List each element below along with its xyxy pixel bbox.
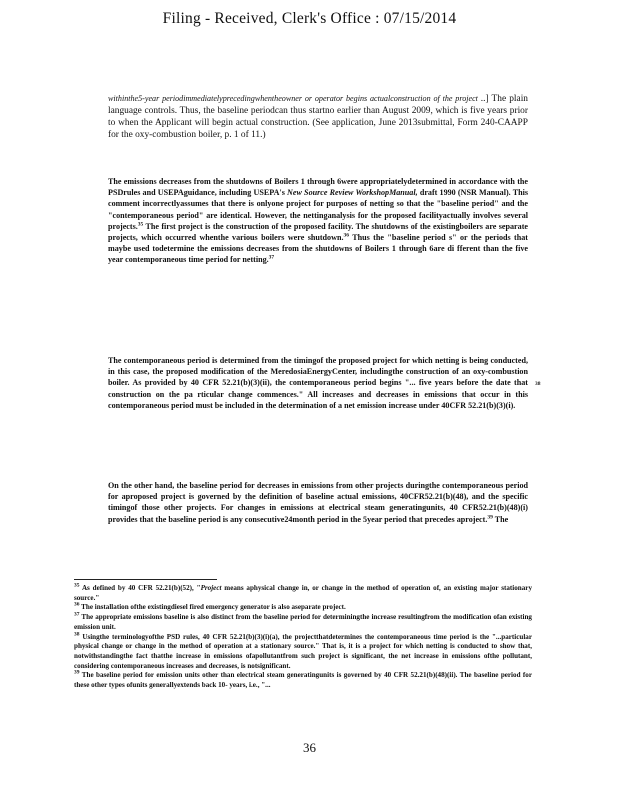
footnote-36: $^{36}$ The installation ofthe existingdiesel fired emergency generator is also aseparate project. — [74, 602, 346, 612]
nsr-manual-title: New Source Review WorkshopManual, — [287, 188, 418, 198]
p3-text-a: The contemporaneous period is determined from the timingof the proposed project for which netting is being conducted, in this case, the proposed modification of the MeredosiaEnergyCenter, includingthe construction of an oxy-combustion boiler. — [108, 356, 528, 388]
plain-language-text: ..] The plain language controls. Thus, the baseline periodcan thus startno earlier than August 2009, which is five years prior to when the Applicant will begin actual construction. (See application, June 2013submittal, Form 240-CAAPP for the oxy-combustion boiler, p. 1 of 11.) — [108, 94, 528, 140]
paragraph-emissions-decreases — [108, 176, 528, 266]
p4-text-b: The — [494, 514, 509, 524]
p2-text-d: Thus the "baseline period s" or the periods that maybe used todetermine the emissions decreases from the shutdowns of Boilers 1 through 6are di fferent than the five year contemporaneous time period for netting. — [108, 233, 528, 265]
footnote-35: $^{35}$ As defined by 40 CFR 52.21(b)(52), "Project means aphysical change in, or change in the method of operation of, an existing major stationary source." — [74, 582, 532, 602]
p2-text-b: draft 1990 (NSR Manual). This comment incorrectlyassumes that there is onlyone project for purposes of netting so that the "baseline period" and the "contemporaneous period" are identical. However, the nettinganalysis for the proposed facilityactually involves several projects. — [108, 188, 529, 231]
italic-rule-text: withinthe5-year periodimmediatelyprecedingwhentheowner or operator begins actualconstruction of the project — [108, 94, 478, 103]
paragraph-baseline-other-projects — [108, 480, 528, 525]
p2-text-c: The first project is the construction of the proposed facility. The shutdowns of the existingboilers are separate projects, which occurred whenthe various boilers were shutdown. — [108, 221, 528, 243]
p2-text-a: The emissions decreases from the shutdowns of Boilers 1 through 6were appropriatelydetermined in accordance with the PSDrules and USEPAguidance, including USEPA's — [108, 177, 528, 198]
p4-text-a: On the other hand, the baseline period for decreases in emissions from other projects duringthe contemporaneous period for aproposed project is governed by the definition of baseline actual emissions, 40CFR52.21(b)(48), and the specific timingof those other projects. For changes in emissions at electrical steam generatingunits, 40 CFR52.21(b)(48)(i) provides that the baseline period is any consecutive24month period in the 5year period that precedes aproject. — [108, 481, 528, 524]
paragraph-baseline-start — [108, 93, 528, 141]
footnote-divider — [74, 579, 217, 580]
footnote-ref-35[interactable]: 35 — [137, 221, 144, 228]
footnote-ref-36[interactable]: 36 — [343, 232, 349, 239]
footnote-38: $^{38}$ Usingthe terminologyofthe PSD rules, 40 CFR 52.21(b)(3)(i)(a), the projectthatdetermines the contemporaneous time period is the "...particular physical change or change in the method of operation at a stationary source." That is, it is a project for which netting is conducted to show that, notwithstandingthe fact thatthe increase in emissions ofapollutantfrom such project is significant, the net increase in emissions ofthe pollutant, considering contemporaneous increases and decreases, is notsignificant. — [74, 631, 532, 670]
filing-header: Filing - Received, Clerk's Office : 07/15/2014 — [162, 10, 457, 27]
footnote-37: $^{37}$ The appropriate emissions baseline is also distinct from the baseline period for determiningthe increase resultingfrom the modification ofan existing emission unit. — [74, 611, 532, 631]
paragraph-contemporaneous-period — [108, 355, 528, 411]
footnote-ref-39[interactable]: 39 — [487, 513, 493, 520]
footnote-ref-37[interactable]: 37 — [268, 254, 275, 261]
footnotes — [74, 584, 532, 691]
footnote-39: $^{39}$ The baseline period for emission units other than electrical steam generatingunits is governed by 40 CFR 52.21(b)(48)(ii). The baseline period for these other types ofunits generallyextends back 10- years, i.e., "... — [74, 669, 532, 690]
page-number: 36 — [303, 740, 316, 755]
p3-text-b: As provided by 40 CFR 52.21(b)(3)(ii), the contemporaneous period begins "... five years before the date that construction on the pa rticular change commences." All increases and decreases in emissions that occur in this contemporaneous period must be included in the determination of a net emission increase under 40CFR 52.21(b)(3)(i). — [108, 378, 528, 410]
footnote-ref-38[interactable]: 38 — [535, 381, 541, 387]
